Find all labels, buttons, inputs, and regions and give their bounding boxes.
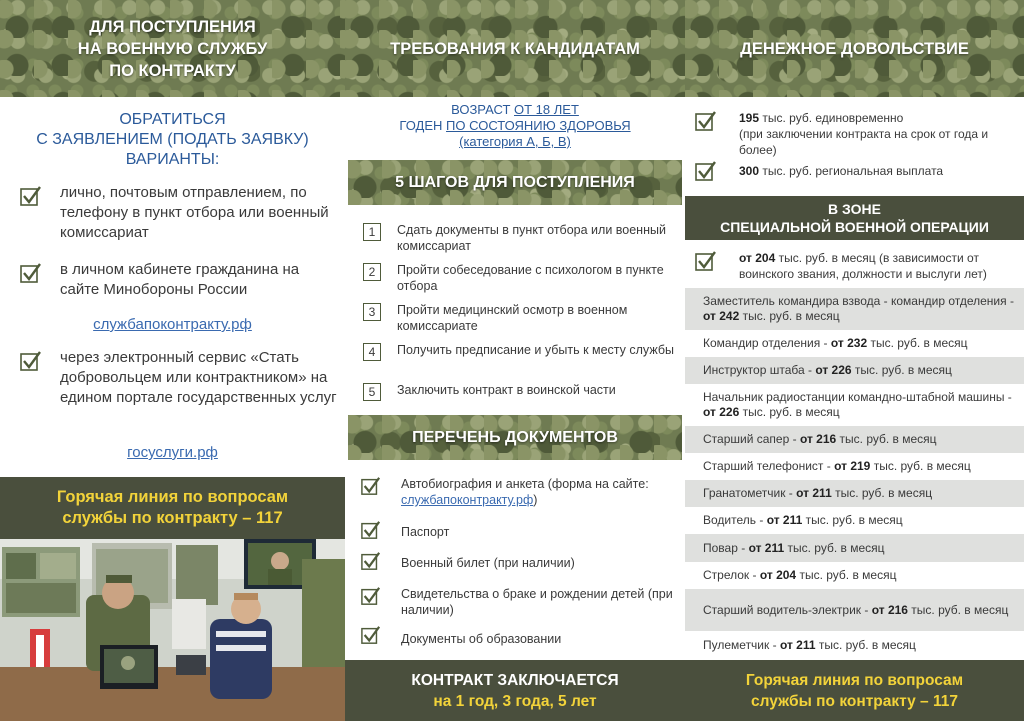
rank-role: Командир отделения - (703, 336, 831, 350)
rank-row (685, 453, 1024, 480)
option-text: в личном кабинете гражданина на сайте Минобороны России (60, 261, 300, 298)
step-text: Пройти собеседование с психологом в пункте отбора (397, 263, 664, 293)
rank-row (685, 562, 1024, 589)
step-number: 2 (363, 263, 381, 281)
rank-role: Начальник радиостанции командно-штабной машины - (703, 390, 1012, 404)
document-item (361, 476, 683, 508)
header-band-pay (685, 0, 1024, 97)
document-text: Документы об образовании (401, 632, 562, 646)
rank-amount: от 226 (815, 363, 852, 377)
option-mod-cabinet (20, 260, 340, 300)
rank-row (685, 426, 1024, 453)
rank-unit: тыс. руб. в месяц (851, 363, 952, 377)
checkbox-check-icon (361, 520, 381, 540)
rank-amount: от 211 (748, 540, 785, 555)
option-text: лично, почтовым отправлением, по телефону в пункт отбора или военный комиссариат (60, 184, 329, 241)
rank-row (685, 330, 1024, 357)
step-item (363, 342, 683, 361)
pay-one-time-line (739, 110, 1020, 126)
rank-amount: от 219 (834, 459, 871, 473)
steps-header: 5 ШАГОВ ДЛЯ ПОСТУПЛЕНИЯ (348, 160, 682, 205)
rank-amount: от 211 (796, 486, 832, 500)
document-item (361, 520, 683, 540)
rank-unit: тыс. руб. в месяц (796, 568, 897, 582)
pay-amount: 300 (739, 164, 760, 178)
svo-header-line: В ЗОНЕ (828, 201, 881, 217)
contract-term-band (345, 660, 685, 721)
rank-role: Заместитель командира взвода - командир отделения - (703, 294, 1014, 308)
age-requirement (345, 102, 685, 118)
pay-one-time (695, 110, 1020, 158)
hotline-line: Горячая линия по вопросам (745, 671, 964, 689)
rank-role: Водитель - (703, 513, 767, 527)
step-item (363, 222, 683, 254)
pay-svo-main-text (739, 250, 1020, 282)
health-requirement (345, 118, 685, 134)
header-title-requirements: ТРЕБОВАНИЯ К КАНДИДАТАМ (390, 39, 640, 58)
rank-amount: от 226 (703, 405, 740, 419)
rank-amount: от 242 (703, 309, 740, 323)
age-label: ВОЗРАСТ (451, 102, 514, 117)
pay-amount: от 204 (739, 251, 776, 265)
requirements-summary (345, 102, 685, 150)
hotline-line: службы по контракту – 117 (62, 509, 283, 527)
rank-row (685, 288, 1024, 330)
pay-amount: 195 (739, 111, 760, 125)
health-category-text: (категория А, Б, В) (459, 134, 571, 149)
office-scene-illustration (0, 539, 345, 721)
step-number: 4 (363, 343, 381, 361)
age-value: ОТ 18 ЛЕТ (514, 102, 579, 117)
rank-amount: от 232 (830, 336, 868, 350)
rank-role: Инструктор штаба - (703, 363, 816, 377)
health-category (345, 134, 685, 150)
rank-amount: от 216 (871, 602, 908, 617)
checkbox-check-icon (361, 551, 381, 571)
rank-role: Стрелок - (703, 568, 760, 582)
rank-amount: от 211 (766, 513, 803, 527)
step-number: 5 (363, 383, 381, 401)
link-contract-site[interactable]: службапоконтракту.рф (401, 493, 534, 507)
header-line: ПО КОНТРАКТУ (109, 61, 236, 80)
pay-text: тыс. руб. единовременно (759, 111, 904, 125)
document-item (361, 586, 683, 618)
rank-unit: тыс. руб. в месяц (802, 513, 903, 527)
checkbox-check-icon (20, 185, 42, 207)
checkbox-check-icon (695, 110, 717, 132)
contract-term-values: на 1 год, 3 года, 5 лет (433, 692, 597, 710)
document-text-part: ) (533, 493, 538, 507)
pay-regional (695, 160, 1020, 182)
pay-regional-text (739, 163, 943, 182)
svo-header-line: СПЕЦИАЛЬНОЙ ВОЕННОЙ ОПЕРАЦИИ (720, 219, 989, 235)
apply-line: ВАРИАНТЫ: (125, 151, 220, 168)
rank-unit: тыс. руб. в месяц (907, 602, 1009, 617)
rank-unit: тыс. руб. в месяц (831, 486, 933, 500)
rank-role: Старший телефонист - (703, 459, 835, 473)
checkbox-check-icon (695, 250, 717, 272)
hotline-line: Горячая линия по вопросам (56, 488, 289, 506)
header-title-pay: ДЕНЕЖНОЕ ДОВОЛЬСТВИЕ (740, 39, 969, 58)
header-band-apply (0, 0, 345, 97)
step-number: 1 (363, 223, 381, 241)
column-how-to-apply (0, 0, 345, 721)
rank-role: Старший водитель-электрик - (703, 602, 872, 617)
rank-unit: тыс. руб. в месяц (870, 459, 971, 473)
link-contract-site[interactable]: службапоконтракту.рф (93, 316, 252, 333)
header-line: ДЛЯ ПОСТУПЛЕНИЯ (89, 17, 256, 36)
checkbox-check-icon (361, 586, 381, 606)
option-in-person (20, 183, 340, 243)
document-text (401, 476, 683, 508)
pay-one-time-text (739, 110, 1020, 158)
rank-row (685, 384, 1024, 426)
rank-amount: от 204 (759, 568, 797, 582)
rank-unit: тыс. руб. в месяц (739, 405, 840, 419)
document-item (361, 625, 683, 647)
rank-row (685, 534, 1024, 562)
health-label: ГОДЕН (399, 118, 447, 133)
step-number: 3 (363, 303, 381, 321)
step-item (363, 302, 683, 334)
recruitment-office-photo (0, 539, 345, 721)
apply-heading (0, 110, 345, 170)
checkbox-check-icon (695, 160, 717, 182)
option-gosuslugi (20, 348, 340, 408)
rank-row (685, 357, 1024, 384)
pay-note: (при заключении контракта на срок от года и более) (739, 127, 989, 157)
contract-term-title: КОНТРАКТ ЗАКЛЮЧАЕТСЯ (411, 671, 619, 689)
rank-row (685, 631, 1024, 660)
hotline-band-right (685, 660, 1024, 721)
step-text: Заключить контракт в воинской части (397, 383, 616, 397)
option-text: через электронный сервис «Стать добровольцем или контрактником» на едином портале государственных услуг (60, 349, 337, 406)
rank-role: Старший сапер - (703, 432, 800, 446)
svo-header (685, 196, 1024, 240)
pay-text: тыс. руб. в месяц (в зависимости от воинского звания, должности и выслуги лет) (739, 251, 987, 281)
checkbox-check-icon (20, 350, 42, 372)
document-text: Паспорт (401, 525, 450, 539)
step-text: Сдать документы в пункт отбора или военный комиссариат (397, 223, 666, 253)
health-value: ПО СОСТОЯНИЮ ЗДОРОВЬЯ (446, 118, 631, 133)
step-item (363, 382, 683, 401)
document-item (361, 551, 683, 571)
rank-amount: от 216 (799, 432, 837, 446)
header-title-apply (78, 16, 267, 82)
step-text: Получить предписание и убыть к месту службы (397, 343, 674, 357)
document-text: Военный билет (при наличии) (401, 556, 575, 570)
rank-row (685, 507, 1024, 534)
step-text: Пройти медицинский осмотр в военном комиссариате (397, 303, 628, 333)
checkbox-check-icon (361, 625, 381, 645)
rank-unit: тыс. руб. в месяц (739, 309, 840, 323)
rank-unit: тыс. руб. в месяц (836, 432, 937, 446)
hotline-band-left (0, 477, 345, 539)
step-item (363, 262, 683, 294)
checkbox-check-icon (20, 262, 42, 284)
pay-svo-main (695, 250, 1020, 282)
rank-unit: тыс. руб. в месяц (784, 540, 885, 555)
checkbox-check-icon (361, 476, 381, 496)
rank-role: Гранатометчик - (703, 486, 797, 500)
apply-line: С ЗАЯВЛЕНИЕМ (ПОДАТЬ ЗАЯВКУ) (36, 131, 309, 148)
header-line: НА ВОЕННУЮ СЛУЖБУ (77, 39, 268, 58)
document-text: Свидетельства о браке и рождении детей (при наличии) (401, 587, 673, 617)
documents-header: ПЕРЕЧЕНЬ ДОКУМЕНТОВ (348, 415, 682, 460)
header-band-requirements (345, 0, 685, 97)
document-text-part: Автобиография и анкета (форма на сайте: (401, 477, 649, 491)
rank-row (685, 589, 1024, 631)
rank-unit: тыс. руб. в месяц (815, 638, 916, 652)
column-requirements (345, 0, 685, 721)
apply-line: ОБРАТИТЬСЯ (119, 111, 226, 128)
link-gosuslugi[interactable]: госуслуги.рф (127, 444, 218, 461)
rank-unit: тыс. руб. в месяц (867, 336, 968, 350)
rank-amount: от 211 (779, 638, 816, 652)
rank-row (685, 480, 1024, 507)
rank-role: Повар - (703, 540, 749, 555)
hotline-line: службы по контракту – 117 (751, 692, 958, 710)
pay-text: тыс. руб. региональная выплата (759, 164, 944, 178)
rank-role: Пулеметчик - (703, 638, 780, 652)
column-pay (685, 0, 1024, 721)
